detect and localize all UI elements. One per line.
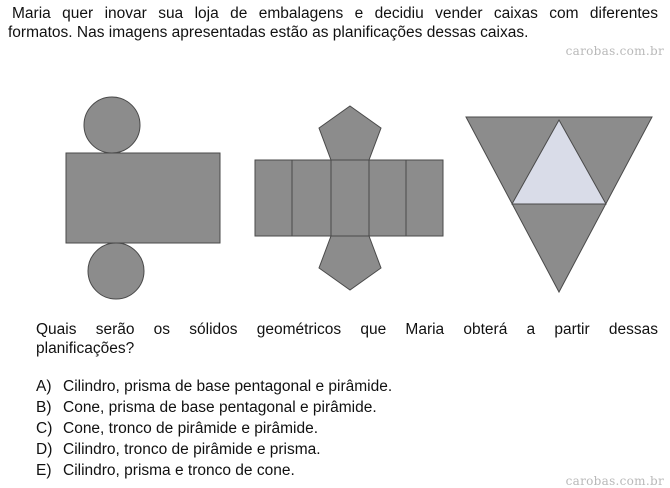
question-line-2: planificações? xyxy=(36,340,135,357)
answer-options xyxy=(36,376,392,481)
question-text xyxy=(36,320,658,358)
option-c[interactable] xyxy=(36,418,392,439)
watermark-top: carobas.com.br xyxy=(565,44,664,58)
option-b[interactable] xyxy=(36,397,392,418)
intro-line-1: Maria quer inovar sua loja de embalagens e decidiu vender caixas com diferentes xyxy=(12,5,658,22)
option-e[interactable] xyxy=(36,460,392,481)
prism-top-pentagon xyxy=(319,106,381,160)
pentagonal-prism-net xyxy=(255,106,443,290)
option-letter: A) xyxy=(36,378,52,395)
cylinder-lateral-rectangle xyxy=(66,153,220,243)
cylinder-top-circle xyxy=(84,97,140,153)
option-a[interactable] xyxy=(36,376,392,397)
option-text: Cilindro, prisma e tronco de cone. xyxy=(63,462,295,479)
option-letter: B) xyxy=(36,399,52,416)
intro-line-2: formatos. Nas imagens apresentadas estão as planificações dessas caixas. xyxy=(8,24,529,41)
option-letter: E) xyxy=(36,462,52,479)
option-d[interactable] xyxy=(36,439,392,460)
option-text: Cilindro, tronco de pirâmide e prisma. xyxy=(63,441,321,458)
option-text: Cone, prisma de base pentagonal e pirâmide. xyxy=(63,399,377,416)
option-letter: C) xyxy=(36,420,53,437)
prism-lateral-strip xyxy=(255,160,443,236)
question-line-1: Quais serão os sólidos geométricos que Maria obterá a partir dessas xyxy=(36,321,658,338)
cylinder-net xyxy=(66,97,220,299)
cylinder-bottom-circle xyxy=(88,243,144,299)
option-letter: D) xyxy=(36,441,53,458)
option-text: Cone, tronco de pirâmide e pirâmide. xyxy=(63,420,319,437)
watermark-bottom: carobas.com.br xyxy=(565,474,664,488)
pyramid-net xyxy=(466,117,652,292)
prism-bottom-pentagon xyxy=(319,236,381,290)
option-text: Cilindro, prisma de base pentagonal e pirâmide. xyxy=(63,378,393,395)
